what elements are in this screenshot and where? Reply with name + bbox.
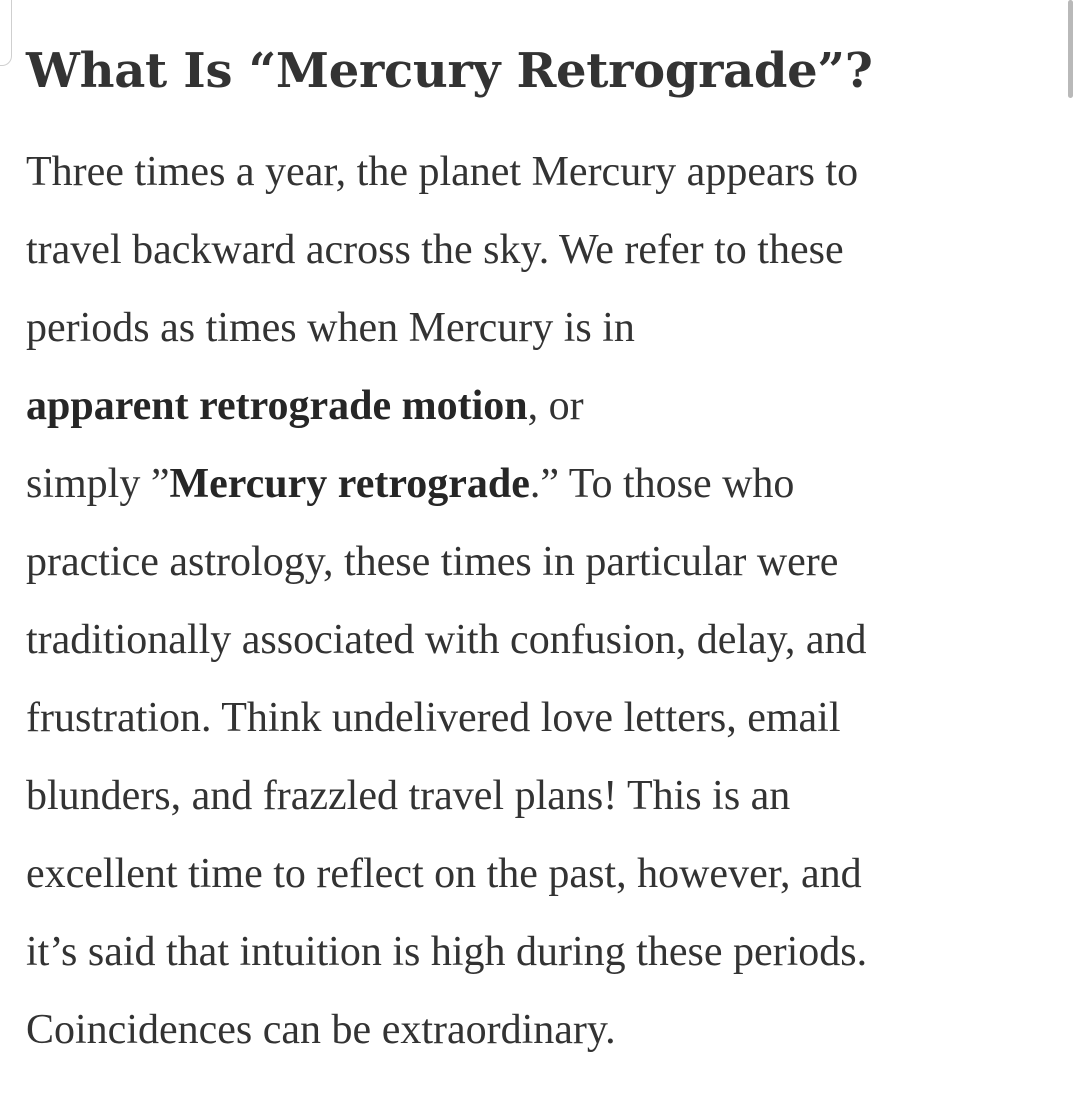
paragraph-line: blunders, and frazzled travel plans! This is an — [26, 773, 791, 819]
paragraph-line: it’s said that intuition is high during these periods. — [26, 929, 868, 975]
article-heading: What Is “Mercury Retrograde”? — [26, 43, 873, 99]
bold-term-apparent-retrograde-motion: apparent retrograde motion — [26, 383, 528, 429]
paragraph-text: , or — [527, 383, 584, 429]
paragraph-line — [26, 445, 1036, 523]
paragraph-line: travel backward across the sky. We refer to these — [26, 227, 844, 273]
bold-term-mercury-retrograde: Mercury retrograde — [169, 461, 530, 507]
paragraph-line: frustration. Think undelivered love letters, email — [26, 695, 841, 741]
paragraph-line: Coincidences can be extraordinary. — [26, 1007, 616, 1053]
paragraph-line: excellent time to reflect on the past, however, and — [26, 851, 862, 897]
paragraph-text: simply ” — [26, 461, 170, 507]
paragraph-line — [26, 367, 1036, 445]
paragraph-line: traditionally associated with confusion, delay, and — [26, 617, 867, 663]
page-corner-edge — [0, 0, 12, 66]
article — [26, 36, 1036, 1069]
article-paragraph — [26, 133, 1036, 1069]
paragraph-line: Three times a year, the planet Mercury appears to — [26, 149, 859, 195]
paragraph-text: .” To those who — [529, 461, 795, 507]
scrollbar-thumb[interactable] — [1068, 0, 1073, 98]
paragraph-line: practice astrology, these times in particular were — [26, 539, 839, 585]
paragraph-line: periods as times when Mercury is in — [26, 305, 635, 351]
